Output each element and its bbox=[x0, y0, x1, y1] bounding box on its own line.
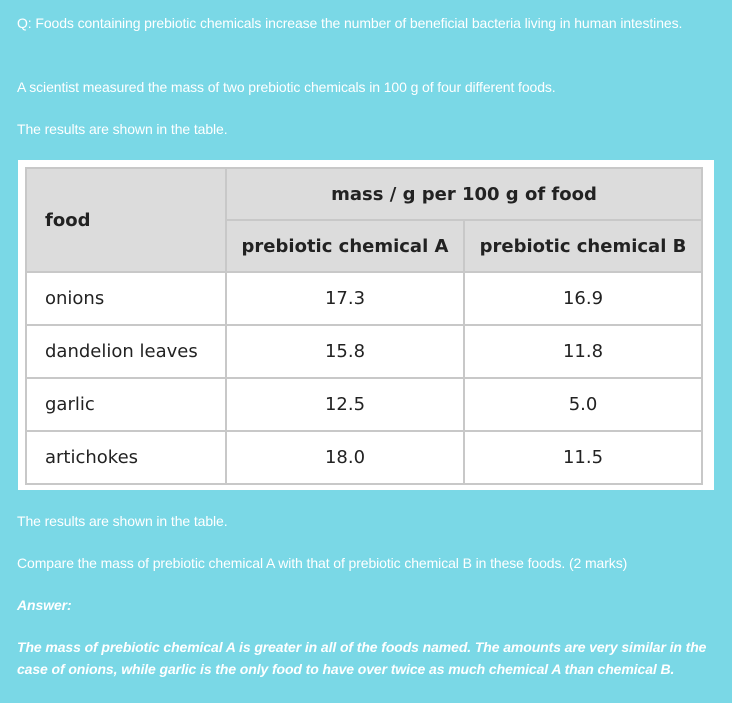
table-row bbox=[26, 378, 702, 431]
results-table-card bbox=[18, 160, 714, 490]
results-table bbox=[25, 167, 703, 485]
food-cell: garlic bbox=[26, 378, 226, 431]
answer-text: The mass of prebiotic chemical A is greater in all of the foods named. The amounts are very similar in the case of onions, while garlic is the only food to have over twice as much chemical A than chemical B. bbox=[17, 639, 707, 677]
intro-text: A scientist measured the mass of two prebiotic chemicals in 100 g of four different foods. bbox=[17, 79, 556, 95]
chemical-b-header: prebiotic chemical B bbox=[464, 220, 702, 272]
chemical-a-cell: 17.3 bbox=[226, 272, 464, 325]
table-row bbox=[26, 272, 702, 325]
chemical-b-cell: 5.0 bbox=[464, 378, 702, 431]
table-row bbox=[26, 325, 702, 378]
compare-prompt: Compare the mass of prebiotic chemical A with that of prebiotic chemical B in these foods. (2 marks) bbox=[17, 555, 628, 571]
results-note-top: The results are shown in the table. bbox=[17, 121, 228, 137]
mass-column-header: mass / g per 100 g of food bbox=[226, 168, 702, 220]
chemical-a-cell: 12.5 bbox=[226, 378, 464, 431]
question-text: Q: Foods containing prebiotic chemicals increase the number of beneficial bacteria living in human intestines. bbox=[17, 15, 683, 31]
food-cell: dandelion leaves bbox=[26, 325, 226, 378]
chemical-b-cell: 11.8 bbox=[464, 325, 702, 378]
table-row bbox=[26, 431, 702, 484]
food-cell: onions bbox=[26, 272, 226, 325]
chemical-a-header: prebiotic chemical A bbox=[226, 220, 464, 272]
results-note-bottom: The results are shown in the table. bbox=[17, 513, 228, 529]
chemical-a-cell: 18.0 bbox=[226, 431, 464, 484]
food-cell: artichokes bbox=[26, 431, 226, 484]
chemical-b-cell: 11.5 bbox=[464, 431, 702, 484]
answer-label: Answer: bbox=[17, 597, 72, 613]
food-column-header: food bbox=[26, 168, 226, 272]
table-header-row bbox=[26, 168, 702, 220]
chemical-a-cell: 15.8 bbox=[226, 325, 464, 378]
chemical-b-cell: 16.9 bbox=[464, 272, 702, 325]
